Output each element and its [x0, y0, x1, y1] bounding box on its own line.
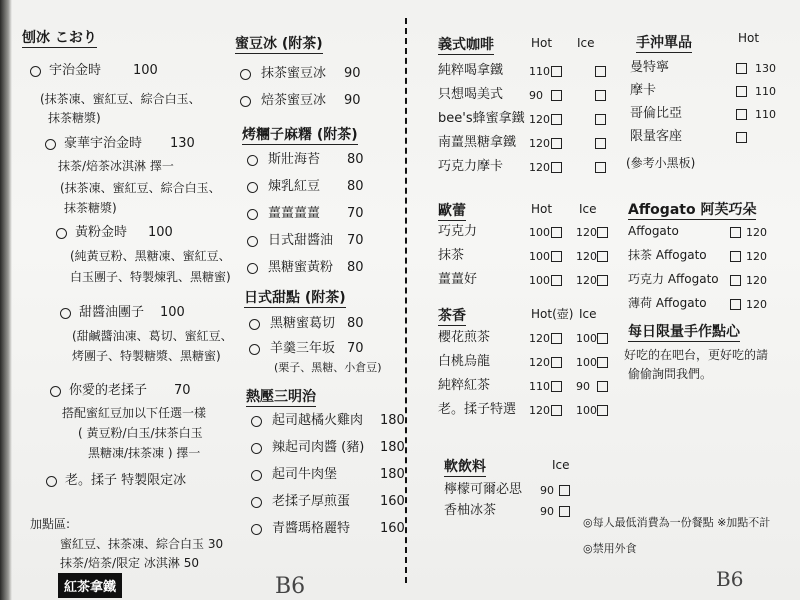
page-mark: B6	[716, 567, 744, 591]
item-name: 櫻花煎茶	[438, 330, 491, 345]
item-name: 老揉子厚煎蛋	[272, 494, 351, 509]
item-note: (抹茶凍、蜜紅豆、綜合白玉、	[40, 92, 201, 106]
order-checkbox[interactable]	[559, 506, 570, 517]
item-name: 南薑黑糖拿鐵	[438, 135, 517, 150]
order-checkbox[interactable]	[551, 381, 562, 392]
item-name: 檸檬可爾必思	[444, 482, 523, 497]
item-price: 70	[347, 233, 364, 248]
item-note: (栗子、黑糖、小倉豆)	[274, 361, 382, 374]
ice-price: 120	[576, 226, 597, 239]
addon-line: 抹茶/焙茶/限定 冰淇淋 50	[60, 556, 199, 570]
order-checkbox[interactable]	[595, 66, 606, 77]
ice-label: Ice	[579, 202, 597, 216]
hot-label: Hot(壺)	[531, 307, 574, 321]
item-price: 70	[174, 383, 191, 398]
item-note: 搭配蜜紅豆加以下任選一樣	[62, 406, 207, 420]
order-checkbox[interactable]	[551, 251, 562, 262]
order-checkbox[interactable]	[730, 299, 741, 310]
option-circle[interactable]	[247, 236, 258, 247]
item-name: 限量客座	[630, 129, 683, 144]
order-checkbox[interactable]	[597, 275, 608, 286]
page-mark: B6	[275, 574, 306, 599]
order-checkbox[interactable]	[597, 227, 608, 238]
item-note: (抹茶凍、蜜紅豆、綜合白玉、	[60, 181, 221, 195]
order-checkbox[interactable]	[551, 405, 562, 416]
page-edge-shadow	[0, 0, 12, 600]
item-name: 辣起司肉醬 (豬)	[272, 440, 365, 455]
item-price: 160	[380, 494, 405, 509]
item-name: 只想喝美式	[438, 87, 504, 102]
item-price: 120	[746, 274, 767, 287]
hot-price: 110	[529, 65, 550, 78]
order-checkbox[interactable]	[551, 66, 562, 77]
order-checkbox[interactable]	[595, 90, 606, 101]
order-checkbox[interactable]	[551, 357, 562, 368]
order-checkbox[interactable]	[736, 63, 747, 74]
order-checkbox[interactable]	[595, 114, 606, 125]
section-title-hot-sandwich: 熱壓三明治	[246, 389, 316, 405]
item-name: 起司牛肉堡	[272, 467, 338, 482]
option-circle[interactable]	[247, 263, 258, 274]
footer-note: ◎禁用外食	[583, 542, 637, 555]
section-title-au-lait: 歐蕾	[438, 203, 466, 219]
option-circle[interactable]	[240, 69, 251, 80]
ice-price: 100	[576, 356, 597, 369]
item-name: 宇治金時	[49, 63, 102, 78]
item-name: 薑薑好	[438, 272, 478, 287]
item-name: 你愛的老揉子	[69, 383, 148, 398]
item-price: 80	[347, 179, 364, 194]
order-checkbox[interactable]	[597, 333, 608, 344]
item-name: 摩卡	[630, 83, 657, 98]
hot-label: Hot	[531, 202, 553, 216]
item-name: 青醬瑪格麗特	[272, 521, 351, 536]
item-name: 甜醬油團子	[79, 305, 145, 320]
column-divider	[405, 18, 407, 583]
order-checkbox[interactable]	[736, 109, 747, 120]
order-checkbox[interactable]	[730, 227, 741, 238]
option-circle[interactable]	[249, 319, 260, 330]
hot-price: 100	[529, 226, 550, 239]
item-note: 黑糖凍/抹茶凍 ) 擇一	[88, 446, 201, 460]
item-price: 160	[380, 521, 405, 536]
item-price: 100	[160, 305, 185, 320]
order-checkbox[interactable]	[551, 90, 562, 101]
section-title-warabimochi: 烤糰子麻糬 (附茶)	[242, 127, 358, 143]
option-circle[interactable]	[249, 344, 260, 355]
section-title-pour-over: 手沖單品	[636, 35, 692, 51]
order-checkbox[interactable]	[597, 381, 608, 392]
item-note: ( 黃豆粉/白玉/抹茶白玉	[78, 426, 203, 440]
item-price: 130	[170, 136, 195, 151]
ice-label: Ice	[579, 307, 597, 321]
option-circle[interactable]	[251, 416, 262, 427]
item-note: 抹茶糖漿)	[64, 201, 117, 215]
section-title-japanese-sweets: 日式甜點 (附茶)	[244, 290, 346, 306]
item-name: bee's蜂蜜拿鐵	[438, 111, 525, 126]
ice-price: 120	[576, 274, 597, 287]
hot-price: 110	[755, 85, 776, 98]
hot-price: 90	[529, 89, 543, 102]
section-title-espresso: 義式咖啡	[438, 37, 494, 53]
option-circle[interactable]	[247, 182, 258, 193]
item-name: Affogato	[628, 224, 679, 238]
order-checkbox[interactable]	[597, 405, 608, 416]
section-title-shaved-ice: 刨冰 こおり	[22, 30, 97, 46]
order-checkbox[interactable]	[730, 275, 741, 286]
item-price: 80	[347, 316, 364, 331]
option-circle[interactable]	[46, 476, 57, 487]
item-name: 黑糖蜜黃粉	[268, 260, 334, 275]
hot-price: 110	[755, 108, 776, 121]
item-note: (甜鹹醬油凍、葛切、蜜紅豆、	[72, 329, 233, 343]
order-checkbox[interactable]	[595, 162, 606, 173]
hot-price: 120	[529, 161, 550, 174]
item-note: 烤團子、特製糖漿、黑糖蜜)	[72, 349, 221, 363]
order-checkbox[interactable]	[736, 86, 747, 97]
hot-price: 100	[529, 250, 550, 263]
footer-note: ◎每人最低消費為一份餐點 ※加點不計	[583, 516, 771, 529]
order-checkbox[interactable]	[551, 275, 562, 286]
order-checkbox[interactable]	[736, 132, 747, 143]
order-checkbox[interactable]	[551, 227, 562, 238]
option-circle[interactable]	[251, 443, 262, 454]
item-note: 抹茶/焙茶冰淇淋 擇一	[58, 159, 174, 173]
item-name: 抹茶	[438, 248, 465, 263]
section-desc: 好吃的在吧台，更好吃的請	[624, 348, 769, 362]
hot-price: 120	[529, 137, 550, 150]
item-price: 180	[380, 440, 405, 455]
order-checkbox[interactable]	[551, 138, 562, 149]
item-note: (純黃豆粉、黑糖凍、蜜紅豆、	[70, 249, 231, 263]
item-price: 90	[344, 66, 361, 81]
section-title-tea: 茶香	[438, 308, 466, 324]
hot-label: Hot	[531, 36, 553, 50]
ice-price: 100	[576, 332, 597, 345]
order-checkbox[interactable]	[551, 333, 562, 344]
item-price: 180	[380, 467, 405, 482]
order-checkbox[interactable]	[551, 162, 562, 173]
item-name: 巧克力 Affogato	[628, 272, 719, 286]
item-name: 焙茶蜜豆冰	[261, 93, 327, 108]
order-checkbox[interactable]	[730, 251, 741, 262]
ice-price: 120	[576, 250, 597, 263]
item-name: 黑糖蜜葛切	[270, 316, 336, 331]
item-note: 白玉團子、特製煉乳、黑糖蜜)	[70, 270, 231, 284]
ice-label: Ice	[577, 36, 595, 50]
option-circle[interactable]	[50, 386, 61, 397]
item-name: 黃粉金時	[75, 225, 128, 240]
item-name: 薑薑薑薑	[268, 206, 321, 221]
option-circle[interactable]	[251, 497, 262, 508]
hot-label: Hot	[738, 31, 760, 45]
option-circle[interactable]	[251, 524, 262, 535]
item-name: 煉乳紅豆	[268, 179, 321, 194]
ice-price: 100	[576, 404, 597, 417]
addons-title: 加點區:	[30, 517, 71, 531]
ice-price: 90	[540, 505, 554, 518]
section-note: (參考小黑板)	[626, 156, 696, 170]
item-price: 90	[344, 93, 361, 108]
option-circle[interactable]	[45, 139, 56, 150]
section-title-anmitsu: 蜜豆冰 (附茶)	[235, 36, 323, 52]
hot-price: 120	[529, 113, 550, 126]
item-name: 羊羹三年坂	[270, 341, 336, 356]
section-title-daily-dessert: 每日限量手作點心	[628, 324, 740, 340]
order-checkbox[interactable]	[597, 251, 608, 262]
item-name: 豪華宇治金時	[64, 136, 143, 151]
item-price: 80	[347, 260, 364, 275]
ice-price: 90	[576, 380, 590, 393]
hot-price: 130	[755, 62, 776, 75]
item-name: 起司越橘火雞肉	[272, 413, 364, 428]
item-price: 100	[148, 225, 173, 240]
item-name: 老。揉子特選	[438, 402, 517, 417]
item-name: 白桃烏龍	[438, 354, 491, 369]
item-price: 120	[746, 226, 767, 239]
item-name: 日式甜醬油	[268, 233, 334, 248]
order-checkbox[interactable]	[551, 114, 562, 125]
addon-line: 蜜紅豆、抹茶凍、綜合白玉 30	[60, 537, 224, 551]
item-note: 抹茶糖漿)	[48, 111, 101, 125]
item-price: 120	[746, 298, 767, 311]
item-name: 純粹喝拿鐵	[438, 63, 504, 78]
section-title-affogato: Affogato 阿芙巧朵	[628, 202, 757, 218]
item-name: 哥倫比亞	[630, 106, 683, 121]
hot-price: 120	[529, 404, 550, 417]
option-circle[interactable]	[247, 209, 258, 220]
item-price: 80	[347, 152, 364, 167]
ice-label: Ice	[552, 458, 570, 472]
order-checkbox[interactable]	[559, 485, 570, 496]
item-name: 抹茶 Affogato	[628, 248, 707, 262]
option-circle[interactable]	[56, 228, 67, 239]
hot-price: 120	[529, 332, 550, 345]
order-checkbox[interactable]	[597, 357, 608, 368]
item-name: 曼特寧	[630, 60, 670, 75]
item-price: 120	[746, 250, 767, 263]
option-circle[interactable]	[240, 96, 251, 107]
option-circle[interactable]	[251, 470, 262, 481]
option-circle[interactable]	[30, 66, 41, 77]
item-name: 老。揉子 特製限定冰	[65, 473, 187, 488]
item-name: 巧克力	[438, 224, 478, 239]
item-name: 抹茶蜜豆冰	[261, 66, 327, 81]
item-price: 70	[347, 341, 364, 356]
order-checkbox[interactable]	[595, 138, 606, 149]
extra-tag-label: 紅茶拿鐵	[58, 573, 122, 598]
item-name: 純粹紅茶	[438, 378, 491, 393]
ice-price: 90	[540, 484, 554, 497]
section-title-soft-drinks: 軟飲料	[444, 459, 486, 475]
item-price: 100	[133, 63, 158, 78]
hot-price: 120	[529, 356, 550, 369]
item-price: 180	[380, 413, 405, 428]
hot-price: 100	[529, 274, 550, 287]
item-name: 斯壯海苔	[268, 152, 321, 167]
hot-price: 110	[529, 380, 550, 393]
item-name: 香柚冰茶	[444, 503, 497, 518]
option-circle[interactable]	[247, 155, 258, 166]
item-name: 巧克力摩卡	[438, 159, 504, 174]
option-circle[interactable]	[60, 308, 71, 319]
item-name: 薄荷 Affogato	[628, 296, 707, 310]
section-desc: 偷偷詢問我們。	[628, 367, 713, 381]
item-price: 70	[347, 206, 364, 221]
